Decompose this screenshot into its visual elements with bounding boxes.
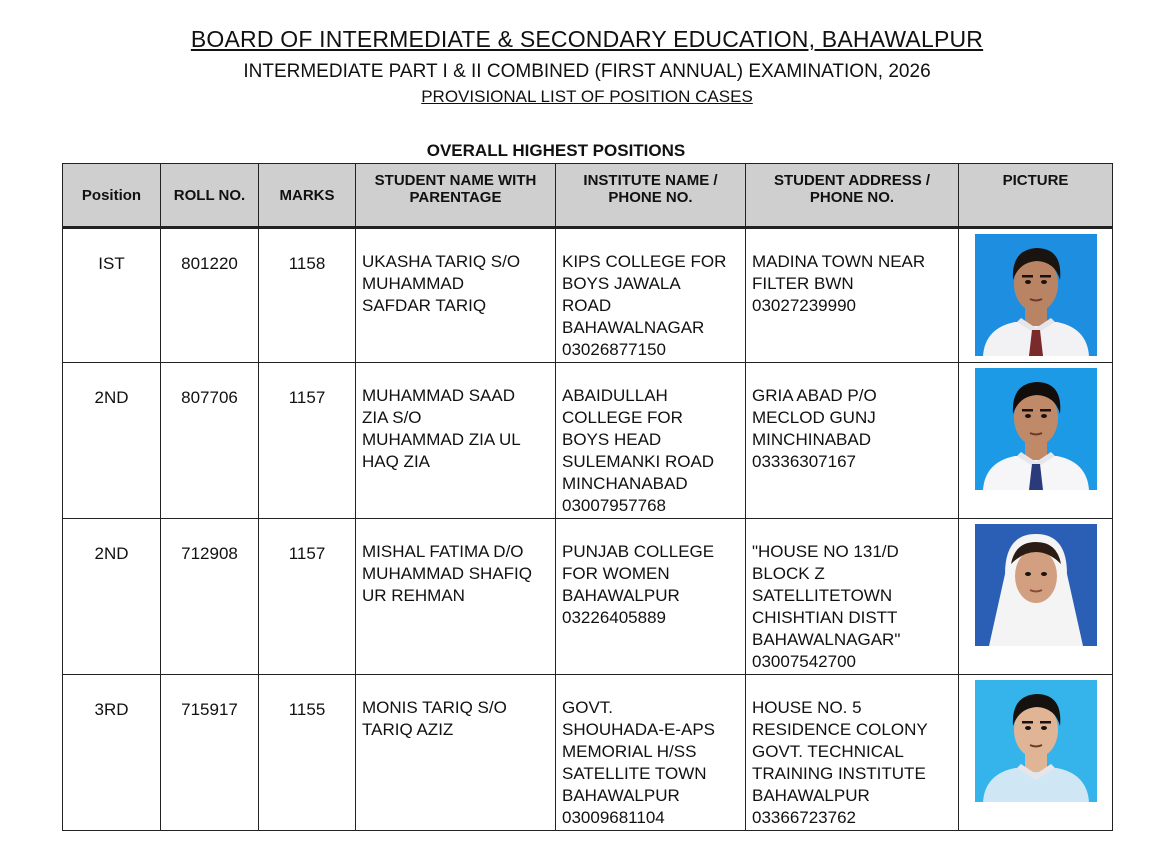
address-cell-line: TRAINING INSTITUTE [752, 764, 926, 783]
institute-cell-line: GOVT. [562, 698, 614, 717]
address-cell-line: 03366723762 [752, 808, 857, 827]
address-cell-line: 03336307167 [752, 452, 857, 471]
position-cell: 2ND [63, 363, 161, 519]
address-cell [746, 363, 959, 519]
institute-cell-line: PUNJAB COLLEGE [562, 542, 715, 561]
institute-cell-line: MEMORIAL H/SS [562, 742, 697, 761]
roll-number-cell: 712908 [161, 519, 259, 675]
position-cell: 2ND [63, 519, 161, 675]
institute-cell-line: FOR WOMEN [562, 564, 670, 583]
address-cell-line: 03007542700 [752, 652, 857, 671]
institute-cell-line: SATELLITE TOWN [562, 764, 707, 783]
institute-cell [556, 363, 746, 519]
institute-cell-line: SHOUHADA-E-APS [562, 720, 716, 739]
student-name-cell-line: MUHAMMAD ZIA UL [362, 430, 521, 449]
institute-cell-line: BAHAWALPUR [562, 586, 680, 605]
address-cell-line: BAHAWALNAGAR" [752, 630, 901, 649]
roll-number-cell: 801220 [161, 228, 259, 363]
student-name-cell-line: MONIS TARIQ S/O [362, 698, 507, 717]
student-name-cell-line: MISHAL FATIMA D/O [362, 542, 524, 561]
position-cell: IST [63, 228, 161, 363]
institute-cell-line: BAHAWALNAGAR [562, 318, 705, 337]
address-cell-line: MINCHINABAD [752, 430, 872, 449]
col-header-picture: PICTURE [959, 164, 1113, 228]
student-name-cell [356, 228, 556, 363]
student-name-cell-line: HAQ ZIA [362, 452, 431, 471]
marks-cell: 1157 [259, 363, 356, 519]
picture-cell [959, 363, 1113, 519]
institute-cell [556, 228, 746, 363]
col-header-roll: ROLL NO. [161, 164, 259, 228]
address-cell-line: BLOCK Z [752, 564, 825, 583]
address-cell-line: BAHAWALPUR [752, 786, 870, 805]
address-cell-line: FILTER BWN [752, 274, 854, 293]
positions-table [62, 163, 1113, 831]
table-row [63, 363, 1113, 519]
student-name-cell-line: ZIA S/O [362, 408, 422, 427]
picture-cell [959, 228, 1113, 363]
marks-cell: 1157 [259, 519, 356, 675]
institute-cell-line: ABAIDULLAH [562, 386, 668, 405]
address-cell-line: RESIDENCE COLONY [752, 720, 928, 739]
address-cell-line: SATELLITETOWN [752, 586, 893, 605]
address-cell-line: GOVT. TECHNICAL [752, 742, 904, 761]
institute-cell-line: 03226405889 [562, 608, 667, 627]
institute-cell-line: KIPS COLLEGE FOR [562, 252, 727, 271]
address-cell-line: CHISHTIAN DISTT [752, 608, 898, 627]
exam-title: INTERMEDIATE PART I & II COMBINED (FIRST ANNUAL) EXAMINATION, 2026 [243, 61, 931, 82]
student-name-cell-line: MUHAMMAD SAAD [362, 386, 516, 405]
student-name-cell-line: MUHAMMAD [362, 274, 464, 293]
roll-number-cell: 715917 [161, 675, 259, 831]
marks-cell: 1155 [259, 675, 356, 831]
address-cell-line: 03027239990 [752, 296, 857, 315]
institute-cell-line: BAHAWALPUR [562, 786, 680, 805]
roll-number-cell: 807706 [161, 363, 259, 519]
institute-cell-line: ROAD [562, 296, 612, 315]
institute-cell-line: 03026877150 [562, 340, 667, 359]
table-row [63, 519, 1113, 675]
col-header-student: STUDENT NAME WITH PARENTAGE [356, 164, 556, 228]
address-cell [746, 228, 959, 363]
address-cell-line: MECLOD GUNJ [752, 408, 876, 427]
section-title: OVERALL HIGHEST POSITIONS [426, 141, 686, 160]
institute-cell-line: BOYS HEAD [562, 430, 662, 449]
student-photo [975, 234, 1097, 356]
student-name-cell-line: UR REHMAN [362, 586, 465, 605]
institute-cell-line: MINCHANABAD [562, 474, 688, 493]
institute-cell [556, 675, 746, 831]
col-header-institute: INSTITUTE NAME / PHONE NO. [556, 164, 746, 228]
address-cell-line: "HOUSE NO 131/D [752, 542, 899, 561]
address-cell [746, 675, 959, 831]
student-photo [975, 368, 1097, 490]
student-name-cell-line: SAFDAR TARIQ [362, 296, 487, 315]
address-cell-line: GRIA ABAD P/O [752, 386, 877, 405]
institute-cell-line: COLLEGE FOR [562, 408, 683, 427]
col-header-address: STUDENT ADDRESS / PHONE NO. [746, 164, 959, 228]
student-name-cell [356, 363, 556, 519]
student-name-cell-line: TARIQ AZIZ [362, 720, 454, 739]
student-photo [975, 680, 1097, 802]
institute-cell-line: 03009681104 [562, 808, 665, 827]
address-cell-line: HOUSE NO. 5 [752, 698, 862, 717]
institute-cell-line: 03007957768 [562, 496, 667, 515]
picture-cell [959, 519, 1113, 675]
student-name-cell [356, 519, 556, 675]
address-cell-line: MADINA TOWN NEAR [752, 252, 926, 271]
student-photo [975, 524, 1097, 646]
institute-cell [556, 519, 746, 675]
table-row [63, 675, 1113, 831]
institute-cell-line: SULEMANKI ROAD [562, 452, 715, 471]
col-header-position: Position [63, 164, 161, 228]
col-header-marks: MARKS [259, 164, 356, 228]
table-header-row [63, 164, 1113, 228]
institute-cell-line: BOYS JAWALA [562, 274, 681, 293]
board-title: BOARD OF INTERMEDIATE & SECONDARY EDUCATION, BAHAWALPUR [190, 26, 984, 52]
position-cell: 3RD [63, 675, 161, 831]
marks-cell: 1158 [259, 228, 356, 363]
picture-cell [959, 675, 1113, 831]
table-row [63, 228, 1113, 363]
address-cell [746, 519, 959, 675]
student-name-cell [356, 675, 556, 831]
list-title: PROVISIONAL LIST OF POSITION CASES [421, 87, 753, 106]
student-name-cell-line: MUHAMMAD SHAFIQ [362, 564, 532, 583]
student-name-cell-line: UKASHA TARIQ S/O [362, 252, 521, 271]
